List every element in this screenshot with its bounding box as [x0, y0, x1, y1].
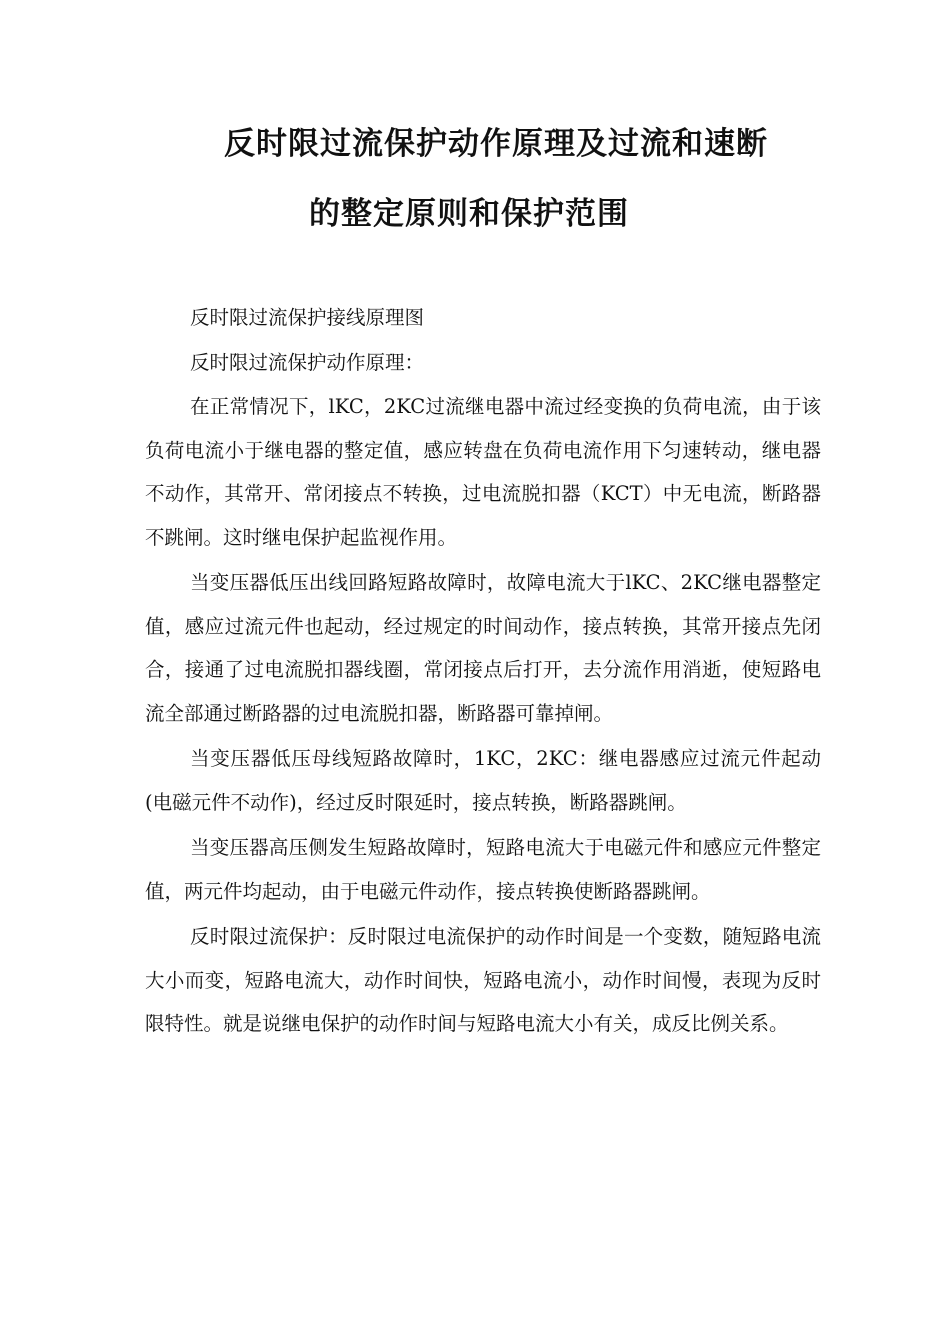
document-body — [145, 296, 821, 1047]
document-title-line-2: 的整定原则和保护范围 — [309, 196, 629, 232]
paragraph-inverse-time-definition: 反时限过流保护：反时限过电流保护的动作时间是一个变数，随短路电流大小而变，短路电流大，动作时间快，短路电流小，动作时间慢，表现为反时限特性。就是说继电保护的动作时间与短路电流大小有关，成反比例关系。 — [145, 925, 821, 1035]
paragraph-diagram-caption: 反时限过流保护接线原理图 — [190, 306, 425, 329]
paragraph-low-voltage-bus-fault: 当变压器低压母线短路故障时，1KC，2KC：继电器感应过流元件起动(电磁元件不动作)，经过反时限延时，接点转换，断路器跳闸。 — [145, 747, 821, 814]
paragraph-high-voltage-fault: 当变压器高压侧发生短路故障时，短路电流大于电磁元件和感应元件整定值，两元件均起动，由于电磁元件动作，接点转换使断路器跳闸。 — [145, 836, 821, 903]
paragraph-principle-heading: 反时限过流保护动作原理： — [190, 350, 425, 374]
paragraph-normal-condition: 在正常情况下，lKC，2KC过流继电器中流过经变换的负荷电流，由于该负荷电流小于继电器的整定值，感应转盘在负荷电流作用下匀速转动，继电器不动作，其常开、常闭接点不转换，过电流脱扣器（KCT）中无电流，断路器不跳闸。这时继电保护起监视作用。 — [145, 395, 821, 549]
paragraph-low-voltage-line-fault: 当变压器低压出线回路短路故障时，故障电流大于lKC、2KC继电器整定值，感应过流元件也起动，经过规定的时间动作，接点转换，其常开接点先闭合，接通了过电流脱扣器线圈，常闭接点后打开，去分流作用消逝，使短路电流全部通过断路器的过电流脱扣器，断路器可靠掉闸。 — [145, 571, 821, 725]
document-title-line-1: 反时限过流保护动作原理及过流和速断 — [224, 126, 768, 162]
